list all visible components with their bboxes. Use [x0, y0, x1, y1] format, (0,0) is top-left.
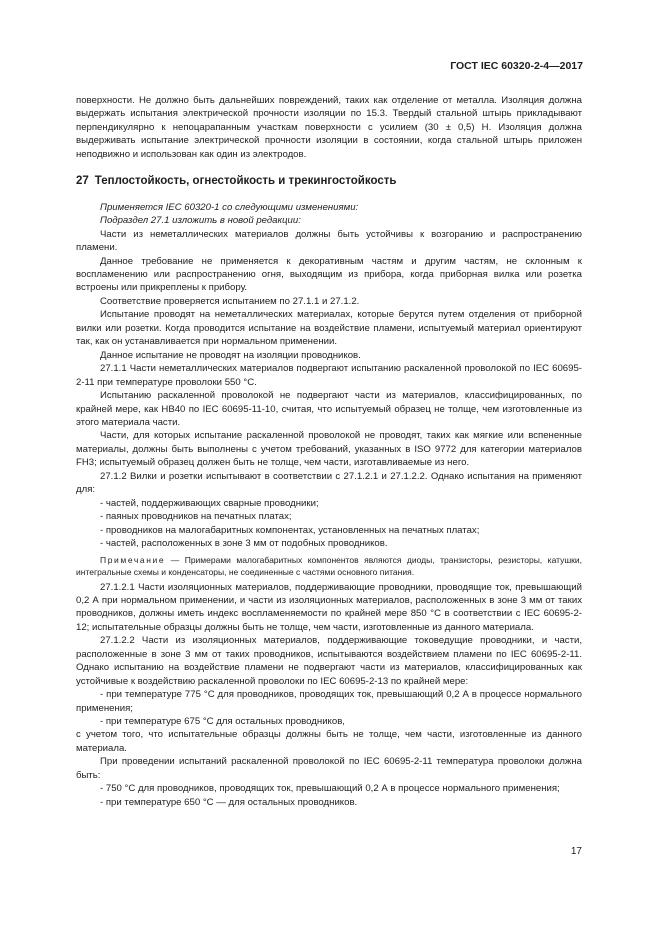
section-heading [76, 175, 582, 188]
paragraph: Части из неметаллических материалов должны быть устойчивы к возгоранию и распространению пламени. [76, 228, 582, 254]
intro-paragraph: поверхности. Не должно быть дальнейших повреждений, таких как отделение от металла. Изоляция должна выдержать испытания электрической прочности изоляции по 15.3. Твердый стальной штырь прикладывают перпендикулярно к непоцарапанным участкам поверхности с усилием (30 ± 0,5) Н. Изоляция должна выдерживать испытание электрической прочности изоляции в состоянии, когда стальной штырь приложен неподвижно и использован как один из электродов. [76, 95, 582, 160]
paragraph: Данное требование не применяется к декоративным частям и другим частям, не склонным к воспламенению или распространению огня, выходящим из прибора, когда приборная вилка или розетка встроены или прикреплены к прибору. [76, 255, 582, 294]
list-item: - частей, расположенных в зоне 3 мм от подобных проводников. [100, 538, 388, 550]
paragraph: с учетом того, что испытательные образцы должны быть не толще, чем части, изготовленные из данного материала. [76, 729, 582, 754]
amendment-note: Применяется IEC 60320-1 со следующими изменениями: [100, 201, 359, 213]
document-body [76, 94, 582, 809]
subsection-instruction: Подраздел 27.1 изложить в новой редакции: [100, 215, 301, 227]
list-item: - паяных проводников на печатных платах; [100, 511, 292, 523]
note-text: — Примерами малогабаритных компонентов являются диоды, транзисторы, резисторы, катушки, интегральные схемы и конденсаторы, не соединенные с частями основного питания. [76, 554, 582, 577]
paragraph: Испытание проводят на неметаллических материалах, которые берутся путем отделения от приборной вилки или розетки. Когда проводится испытание на воздействие пламени, испытуемый материал ориентируют так, как он устанавливается при нормальном применении. [76, 309, 582, 348]
section-number: 27 [76, 175, 89, 188]
list-item: - проводников на малогабаритных компонентах, установленных на печатных платах; [100, 524, 480, 536]
list-item: - при температуре 775 °С для проводников, проводящих ток, превышающий 0,2 А в процессе нормального применения; [76, 689, 582, 714]
note [76, 554, 582, 578]
list-item: - частей, поддерживающих сварные проводники; [100, 497, 319, 509]
clause-27-1-1: 27.1.1 Части неметаллических материалов подвергают испытанию раскаленной проволокой по IEC 60695-2-11 при температуре проволоки 550 °С. [76, 363, 582, 388]
document-header: ГОСТ IEC 60320-2-4—2017 [450, 60, 583, 72]
paragraph: Соответствие проверяется испытанием по 27.1.1 и 27.1.2. [100, 295, 360, 307]
paragraph: Испытанию раскаленной проволокой не подвергают части из материалов, классифицированных, по крайней мере, как HB40 по IEC 60695-11-10, считая, что испытуемый образец не толще, чем изготовленные из этого материала части. [76, 390, 582, 428]
page-number: 17 [570, 846, 582, 857]
list-item: - 750 °С для проводников, проводящих ток, превышающий 0,2 А в процессе нормального применения; [100, 783, 560, 795]
clause-27-1-2: 27.1.2 Вилки и розетки испытывают в соответствии с 27.1.2.1 и 27.1.2.2. Однако испытания на применяют для: [76, 470, 582, 496]
paragraph: Данное испытание не проводят на изоляции проводников. [100, 349, 361, 361]
clause-27-1-2-2: 27.1.2.2 Части из изоляционных материалов, поддерживающие токоведущие проводники, и части, расположенные в зоне 3 мм от таких проводников, испытываются воздействием пламени по IEC 60695-2-11. Однако испытанию на воздействие пламени не подвергают части из материалов, классифицированных как устойчивые к воздействию раскаленной проволоки по IEC 60695-2-13 по крайней мере: [76, 635, 582, 687]
note-label: Примечание [100, 554, 166, 565]
paragraph: Части, для которых испытание раскаленной проволокой не проводят, таких как мягкие или вспененные материалы, должны быть выполнены с учетом требований, указанных в ISO 9772 для категории материалов FH3; испытуемый образец должен быть не толще, чем части, изготавливаемые из него. [76, 430, 582, 469]
section-title: Теплостойкость, огнестойкость и трекингостойкость [94, 175, 397, 188]
clause-27-1-2-1: 27.1.2.1 Части изоляционных материалов, поддерживающие проводники, проводящие ток, превышающий 0,2 А при нормальном применении, и части из изоляционных материалов, расположенных в зоне 3 мм от таких проводников, должны иметь индекс воспламеняемости по крайней мере 850 °С в соответствии с IEC 60695-2-12; испытательные образцы должны быть не толще, чем части, изготовленные из данного материала. [76, 581, 582, 633]
paragraph: При проведении испытаний раскаленной проволокой по IEC 60695-2-11 температура проволоки должна быть: [76, 756, 582, 781]
list-item: - при температуре 675 °С для остальных проводников, [100, 716, 345, 728]
list-item: - при температуре 650 °С — для остальных проводников. [100, 796, 358, 808]
